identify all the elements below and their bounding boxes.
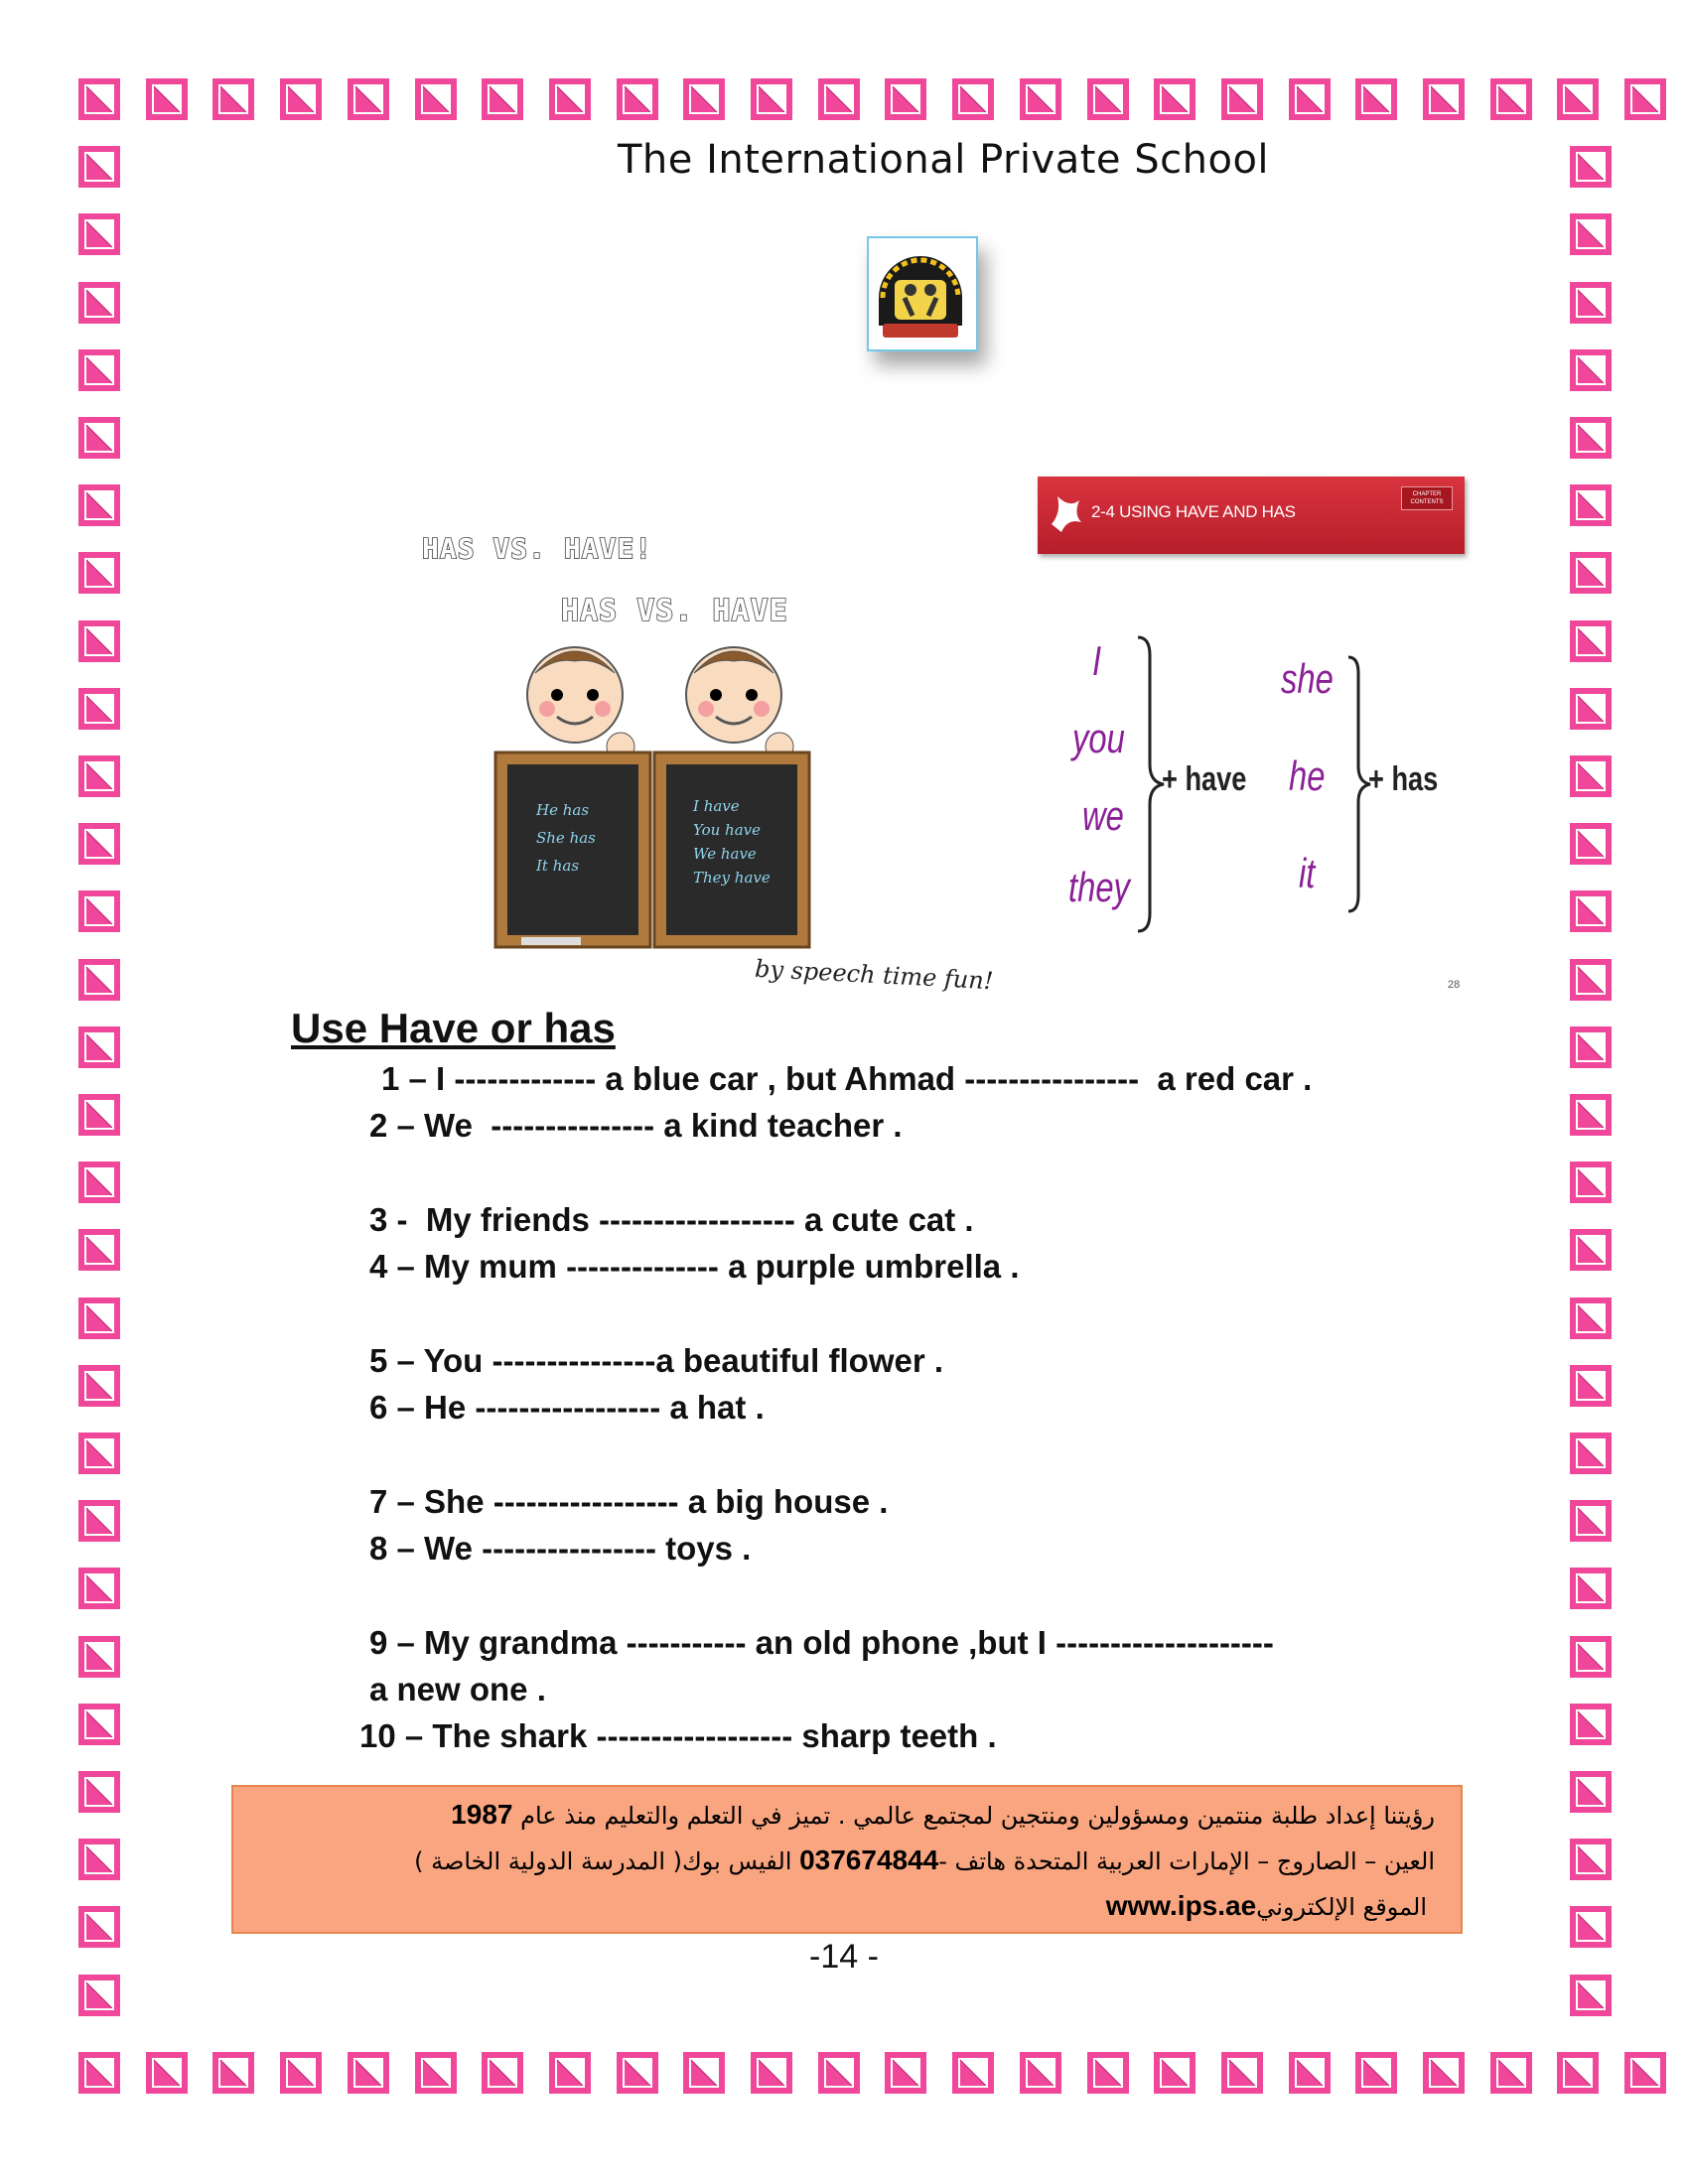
page-number: -14 -	[809, 1938, 879, 1976]
border-tile	[951, 77, 995, 121]
border-tile	[750, 2051, 793, 2095]
image-credit: by speech time fun!	[754, 954, 995, 996]
border-tile	[77, 416, 121, 460]
border-tile	[1288, 77, 1332, 121]
illustration-title: HAS VS. HAVE!	[422, 532, 653, 565]
pronoun-they: they	[1068, 864, 1130, 910]
border-tile	[1569, 416, 1613, 460]
exercise-line: 9 – My grandma ----------- an old phone ,but I --------------------	[369, 1624, 1274, 1661]
border-tile	[77, 483, 121, 527]
border-tile	[1153, 2051, 1196, 2095]
exercise-line: 4 – My mum -------------- a purple umbrella .	[369, 1248, 1020, 1285]
border-tile	[1354, 2051, 1398, 2095]
border-tile	[1569, 1432, 1613, 1475]
border-tile	[145, 77, 189, 121]
border-tile	[77, 1974, 121, 2017]
slide-banner	[1038, 477, 1465, 554]
border-tile	[1288, 2051, 1332, 2095]
border-tile	[77, 687, 121, 731]
border-tile	[1569, 1770, 1613, 1814]
border-tile	[1556, 77, 1600, 121]
border-tile	[616, 77, 659, 121]
border-tile	[1569, 1838, 1613, 1881]
school-name: The International Private School	[617, 137, 1270, 183]
school-logo	[867, 236, 978, 351]
border-tile	[1569, 1499, 1613, 1543]
border-tile	[1569, 145, 1613, 189]
website-line: الموقع الإلكترونيwww.ips.ae	[1105, 1890, 1427, 1921]
border-tile	[1354, 77, 1398, 121]
border-tile	[1569, 889, 1613, 933]
border-tile	[1422, 77, 1466, 121]
border-tile	[1019, 77, 1062, 121]
border-tile	[1569, 1025, 1613, 1069]
border-tile	[414, 2051, 458, 2095]
border-tile	[77, 212, 121, 256]
bird-logo-icon	[1050, 494, 1083, 534]
border-tile	[1569, 1974, 1613, 2017]
border-tile	[77, 1635, 121, 1679]
has-label: + has	[1368, 760, 1439, 798]
slide-number: 28	[1448, 979, 1461, 991]
border-tile	[77, 754, 121, 798]
border-tile	[145, 2051, 189, 2095]
border-tile	[1569, 619, 1613, 663]
border-tile	[1569, 1297, 1613, 1340]
border-tile	[77, 1228, 121, 1272]
exercise-heading: Use Have or has	[291, 1005, 616, 1051]
chapter-contents-button[interactable]: CHAPTER CONTENTS	[1401, 486, 1453, 510]
border-tile	[77, 1093, 121, 1137]
border-tile	[951, 2051, 995, 2095]
exercise-line: a new one .	[369, 1671, 546, 1707]
exercise-line: 5 – You ---------------a beautiful flower .	[369, 1342, 944, 1379]
contact-line: العين – الصاروج – الإمارات العربية المتحدة هاتف -037674844 الفيس بوك( المدرسة الدولية الخاصة )	[414, 1844, 1435, 1875]
exercise-line: 7 – She ----------------- a big house .	[369, 1483, 889, 1520]
pronoun-it: it	[1299, 850, 1316, 896]
border-tile	[77, 822, 121, 866]
border-tile	[1489, 2051, 1533, 2095]
board-left-text: He has She has It has	[536, 801, 596, 875]
border-tile	[750, 77, 793, 121]
border-tile	[1569, 1567, 1613, 1610]
cartoon-kids-icon	[492, 635, 869, 953]
border-tile	[77, 1160, 121, 1204]
website-link[interactable]: www.ips.ae	[1105, 1890, 1257, 1921]
border-tile	[77, 551, 121, 595]
pronoun-we: we	[1082, 792, 1124, 839]
border-tile	[884, 2051, 927, 2095]
border-tile	[1220, 77, 1264, 121]
border-tile	[77, 958, 121, 1002]
board-right-text: I have You have We have They have	[693, 797, 771, 887]
pronoun-she: she	[1281, 655, 1334, 702]
pronoun-he: he	[1289, 752, 1326, 799]
border-tile	[279, 77, 323, 121]
border-tile	[77, 1297, 121, 1340]
pronoun-you: you	[1072, 715, 1125, 761]
border-tile	[548, 2051, 592, 2095]
border-tile	[682, 77, 726, 121]
border-tile	[77, 1703, 121, 1746]
border-tile	[347, 77, 390, 121]
slide-title: 2-4 USING HAVE AND HAS	[1091, 502, 1296, 521]
border-tile	[1086, 2051, 1130, 2095]
border-tile	[616, 2051, 659, 2095]
border-tile	[1569, 1093, 1613, 1137]
border-tile	[1623, 77, 1667, 121]
border-tile	[279, 2051, 323, 2095]
border-tile	[77, 1770, 121, 1814]
border-tile	[1489, 77, 1533, 121]
border-tile	[1569, 551, 1613, 595]
border-tile	[77, 77, 121, 121]
border-tile	[77, 889, 121, 933]
border-tile	[1569, 958, 1613, 1002]
border-tile	[77, 348, 121, 392]
border-tile	[817, 77, 861, 121]
exercise-line: 8 – We ---------------- toys .	[369, 1530, 752, 1567]
pronoun-i: I	[1092, 637, 1102, 684]
border-tile	[1569, 1364, 1613, 1408]
border-tile	[211, 2051, 255, 2095]
border-tile	[1153, 77, 1196, 121]
border-tile	[1623, 2051, 1667, 2095]
border-tile	[481, 2051, 524, 2095]
border-tile	[1220, 2051, 1264, 2095]
exercise-line: 10 – The shark ------------------ sharp teeth .	[359, 1717, 997, 1754]
border-tile	[682, 2051, 726, 2095]
border-tile	[817, 2051, 861, 2095]
border-tile	[1569, 281, 1613, 325]
border-tile	[77, 1838, 121, 1881]
border-tile	[77, 145, 121, 189]
border-tile	[77, 1499, 121, 1543]
border-tile	[548, 77, 592, 121]
exercise-line: 6 – He ----------------- a hat .	[369, 1389, 765, 1426]
border-tile	[77, 1025, 121, 1069]
border-tile	[347, 2051, 390, 2095]
border-tile	[1569, 822, 1613, 866]
border-tile	[884, 77, 927, 121]
border-tile	[1422, 2051, 1466, 2095]
border-tile	[1569, 1228, 1613, 1272]
border-tile	[77, 281, 121, 325]
border-tile	[1569, 212, 1613, 256]
border-tile	[1569, 1635, 1613, 1679]
border-tile	[1086, 77, 1130, 121]
border-tile	[1019, 2051, 1062, 2095]
border-tile	[77, 1364, 121, 1408]
border-tile	[211, 77, 255, 121]
border-tile	[1556, 2051, 1600, 2095]
border-tile	[1569, 483, 1613, 527]
border-tile	[1569, 687, 1613, 731]
border-tile	[77, 2051, 121, 2095]
border-tile	[414, 77, 458, 121]
border-tile	[481, 77, 524, 121]
border-tile	[1569, 1703, 1613, 1746]
school-info-box	[231, 1785, 1463, 1934]
border-tile	[77, 1567, 121, 1610]
exercise-line: 1 – I ------------- a blue car , but Ahmad ---------------- a red car .	[381, 1060, 1313, 1097]
have-label: + have	[1162, 760, 1247, 798]
border-tile	[1569, 754, 1613, 798]
vision-line: رؤيتنا إعداد طلبة منتمين ومسؤولين ومنتجين لمجتمع عالمي . تميز في التعلم والتعليم منذ عام 1987	[451, 1799, 1435, 1830]
border-tile	[77, 1432, 121, 1475]
has-vs-have-illustration	[407, 516, 983, 1013]
border-tile	[77, 619, 121, 663]
exercise-line: 3 - My friends ------------------ a cute cat .	[369, 1201, 974, 1238]
board-title: HAS VS. HAVE	[561, 594, 788, 628]
exercise-line: 2 – We --------------- a kind teacher .	[369, 1107, 903, 1144]
border-tile	[1569, 1160, 1613, 1204]
border-tile	[1569, 348, 1613, 392]
